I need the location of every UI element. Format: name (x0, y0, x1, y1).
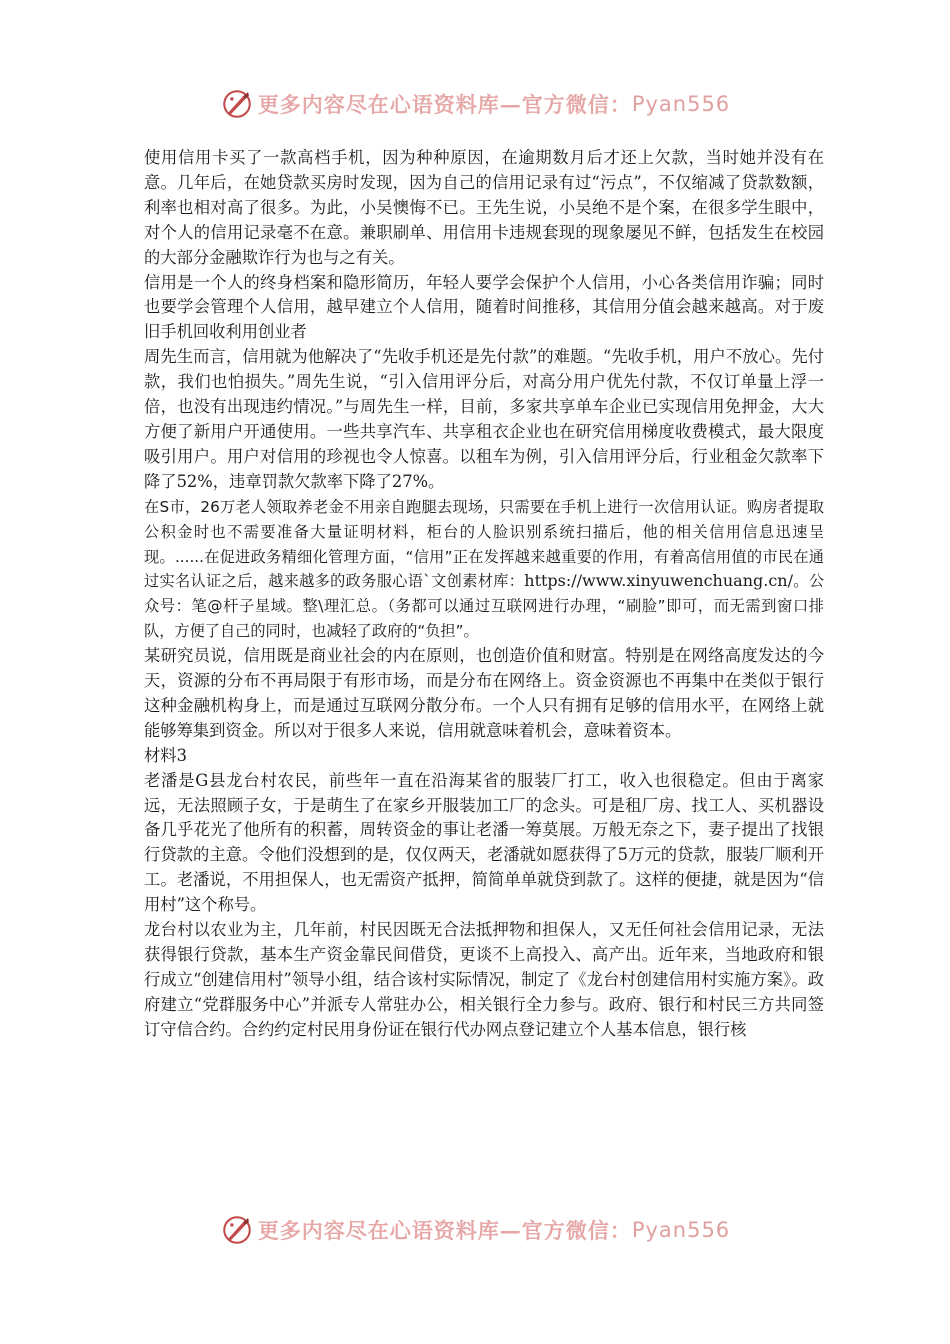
footer-wechat-id: Pyan556 (631, 1218, 731, 1242)
footer-banner (0, 1210, 950, 1250)
paragraph: 使用信用卡买了一款高档手机，因为种种原因，在逾期数月后才还上欠款，当时她并没有在意。几年后，在她贷款买房时发现，因为自己的信用记录有过“污点”，不仅缩减了贷款数额，利率也相对高了很多。为此，小吴懊悔不已。王先生说，小吴绝不是个案，在很多学生眼中，对个人的信用记录毫不在意。兼职刷单、用信用卡违规套现的现象屡见不鲜，包括发生在校园的大部分金融欺诈行为也与之有关。 (144, 148, 824, 267)
header-banner (0, 84, 950, 124)
footer-banner-text: 更多内容尽在心语资料库—官方微信： (257, 1218, 632, 1243)
pen-logo-icon (220, 1213, 254, 1247)
section-heading: 材料3 (144, 745, 187, 765)
paragraph: 周先生而言，信用就为他解决了“先收手机还是先付款”的难题。“先收手机，用户不放心。先付款，我们也怕损失。”周先生说，“引入信用评分后，对高分用户优先付款，不仅订单量上浮一倍，也没有出现违约情况。”与周先生一样，目前，多家共享单车企业已实现信用免押金，大大方便了新用户开通使用。一些共享汽车、共享租衣企业也在研究信用梯度收费模式，最大限度吸引用户。用户对信用的珍视也令人惊喜。以租车为例，引入信用评分后，行业租金欠款率下降了52%，违章罚款欠款率下降了27%。 (144, 347, 824, 491)
paragraph-sans (144, 495, 824, 644)
website-url: https://www.xinyuwenchuang.cn/ (524, 571, 793, 591)
paragraph: 龙台村以农业为主，几年前，村民因既无合法抵押物和担保人，又无任何社会信用记录，无法获得银行贷款，基本生产资金靠民间借贷，更谈不上高投入、高产出。近年来，当地政府和银行成立“创建信用村”领导小组，结合该村实际情况，制定了《龙台村创建信用村实施方案》。政府建立“党群服务中心”并派专人常驻办公，相关银行全力参与。政府、银行和村民三方共同签订守信合约。合约约定村民用身份证在银行代办网点登记建立个人基本信息，银行核 (144, 920, 824, 1039)
pen-logo-icon (220, 87, 254, 121)
paragraph: 信用是一个人的终身档案和隐形简历，年轻人要学会保护个人信用，小心各类信用诈骗；同时也要学会管理个人信用，越早建立个人信用，随着时间推移，其信用分值会越来越高。对于废旧手机回收利用创业者 (144, 272, 824, 342)
sans-text-part1: 在S市，26万老人领取养老金不用亲自跑腿去现场，只需要在手机上进行一次信用认证。购房者提取公积金时也不需要准备大量证明材料，柜台的人脸识别系统扫描后，他的相关信用信息迅速呈现。......在促进政务精细化管理方面，“信用”正在发挥越来越重要的作用，有着高信用值的市民在通过实名认证之后，越来越多的政务服心语`文创素材库： (144, 497, 824, 591)
sans-text-part2: 。公众号：笔@杆子星域。整\理汇总。（务都可以通过互联网进行办理，“刷脸”即可，而无需到窗口排队，方便了自己的同时，也减轻了政府的“负担”。 (144, 572, 825, 641)
paragraph: 某研究员说，信用既是商业社会的内在原则，也创造价值和财富。特别是在网络高度发达的今天，资源的分布不再局限于有形市场，而是分布在网络上。资金资源也不再集中在类似于银行这种金融机构身上，而是通过互联网分散分布。一个人只有拥有足够的信用水平，在网络上就能够筹集到资金。所以对于很多人来说，信用就意味着机会，意味着资本。 (144, 646, 824, 740)
header-banner-text: 更多内容尽在心语资料库—官方微信： (257, 92, 632, 117)
header-wechat-id: Pyan556 (631, 92, 731, 116)
document-body (144, 146, 824, 1043)
paragraph: 老潘是G县龙台村农民，前些年一直在沿海某省的服装厂打工，收入也很稳定。但由于离家远，无法照顾子女，于是萌生了在家乡开服装加工厂的念头。可是租厂房、找工人、买机器设备几乎花光了他所有的积蓄，周转资金的事让老潘一筹莫展。万般无奈之下，妻子提出了找银行贷款的主意。令他们没想到的是，仅仅两天，老潘就如愿获得了5万元的贷款，服装厂顺利开工。老潘说，不用担保人，也无需资产抵押，简简单单就贷到款了。这样的便捷，就是因为“信用村”这个称号。 (144, 770, 824, 915)
